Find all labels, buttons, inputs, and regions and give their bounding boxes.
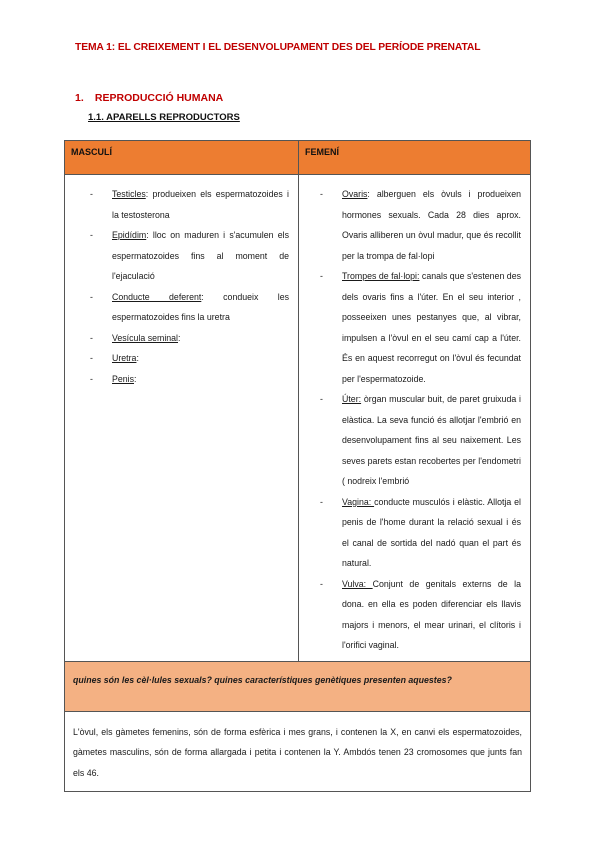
organ-description: condueix les espermatozoides fins la uretra [112, 291, 289, 322]
subsection-heading: 1.1. APARELLS REPRODUCTORS [88, 112, 240, 123]
list-item [300, 266, 521, 389]
section-heading [75, 92, 223, 104]
female-column-header: FEMENÍ [299, 141, 531, 175]
organ-term: Penis [112, 373, 135, 384]
list-item [66, 348, 289, 369]
female-organ-list [300, 176, 529, 660]
organ-term: Vesícula seminal [112, 332, 179, 343]
male-column-header: MASCULÍ [65, 141, 299, 175]
organ-description: canals que s'estenen des dels ovaris fins a l'úter. En el seu interior , posseeixen unes pestanyes que, al vibrar, impulsen a l'òvul en el seu camí cap a l'úter. És en aquest recorregut on l'òvul és fecundat per l'espermatozoide. [342, 271, 521, 384]
reproductive-systems-table [64, 140, 531, 792]
table-body-row [65, 175, 531, 662]
list-item [300, 492, 521, 574]
list-item [66, 184, 289, 225]
organ-term: Epidídim [112, 230, 147, 240]
female-organs-cell [299, 175, 531, 662]
organ-description: produeixen els espermatozoides i la testosterona [112, 189, 289, 220]
organ-term-separator: : [134, 373, 137, 384]
organ-term-separator: : [201, 291, 204, 302]
section-number: 1. [75, 92, 84, 104]
organ-term: Úter: [342, 394, 362, 404]
organ-term-separator: : [146, 230, 149, 240]
organ-description: alberguen els òvuls i produeixen hormones sexuals. Cada 28 dies aprox. Ovaris alliberen un òvul madur, que és recollit per la trompa de fal·lopi [342, 189, 521, 261]
organ-description: conducte musculós i elàstic. Allotja el penis de l'home durant la relació sexual i és el canal de sortida del nadó quan el part és natural. [342, 496, 521, 568]
organ-description: òrgan muscular buit, de paret gruixuda i elàstica. La seva funció és allotjar l'embrió en desenvolupament fins al seu naixement. Les seves parets estan recobertes per l'endometri ( nodreix l'embrió [342, 394, 521, 486]
list-item [66, 369, 289, 390]
list-item [66, 328, 289, 349]
question-row [65, 661, 531, 711]
organ-term-separator: : [136, 353, 139, 363]
organ-description: lloc on maduren i s'acumulen els espermatozoides fins al moment de l'ejaculació [112, 230, 289, 281]
organ-term: Conducte deferent [112, 291, 202, 302]
page-title: TEMA 1: EL CREIXEMENT I EL DESENVOLUPAMENT DES DEL PERÍODE PRENATAL [75, 42, 481, 53]
section-title: REPRODUCCIÓ HUMANA [94, 92, 224, 104]
list-item [300, 389, 521, 492]
organ-term-separator: : [145, 189, 149, 199]
table-header-row [65, 141, 531, 175]
organ-term: Uretra [112, 353, 137, 363]
list-item [300, 574, 521, 656]
organ-term-separator: : [367, 189, 370, 199]
list-item [66, 225, 289, 287]
organ-description: Conjunt de genitals externs de la dona. en ella es poden diferenciar els llavis majors i menors, el mear urinari, el clítoris i l'orifici vaginal. [342, 578, 521, 650]
organ-term: Vulva: [342, 578, 373, 589]
organ-term: Testicles [112, 189, 146, 199]
male-organ-list [66, 176, 297, 393]
list-item [66, 287, 289, 328]
list-item [300, 184, 521, 266]
question-text: quines són les cèl·lules sexuals? quines característiques genètiques presenten aquestes? [65, 661, 531, 711]
answer-text: L'òvul, els gàmetes femenins, són de forma esfèrica i mes grans, i contenen la X, en canvi els espermatozoides, gàmetes masculins, són de forma allargada i petita i contenen la Y. Ambdós tenen 23 cromosomes que junts fan els 46. [65, 711, 531, 792]
organ-term: Vagina: [342, 496, 375, 507]
organ-term: Trompes de fal·lopi: [342, 271, 420, 281]
male-organs-cell [65, 175, 299, 662]
answer-row [65, 711, 531, 792]
organ-term-separator: : [178, 332, 181, 343]
organ-term: Ovaris [342, 189, 368, 199]
